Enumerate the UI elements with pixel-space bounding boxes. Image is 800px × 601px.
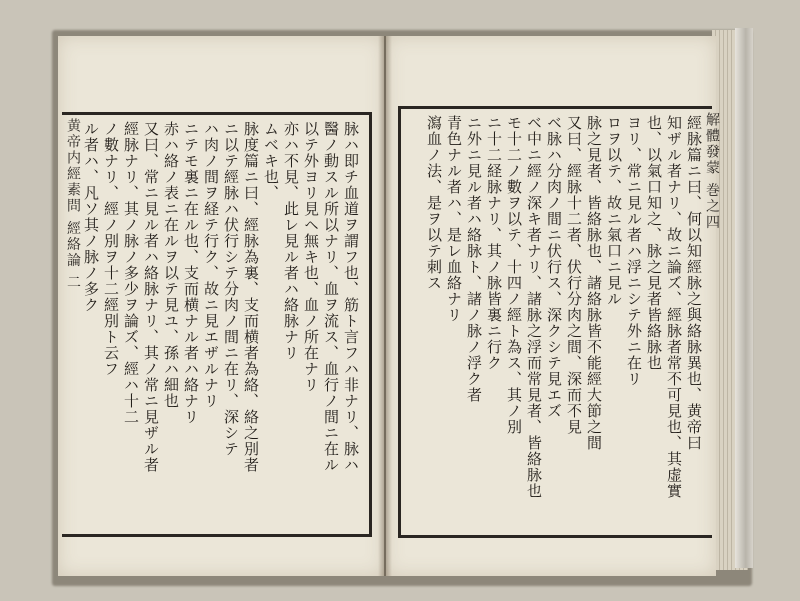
right-text-block — [409, 115, 704, 529]
text-column: 脉之見者、皆絡脉也、諸絡脉皆不能經大節之間 — [585, 115, 603, 451]
book-cover-edge — [735, 28, 753, 568]
text-column: 經脉ナリ、其ノ脉ノ多少ヲ論ズ、經ハ十二 — [122, 121, 140, 425]
text-column: ル者ハ、凡ソ其ノ脉ノ多ク — [82, 121, 100, 313]
text-column: ベ中ニ經ノ深キ者ナリ、諸脉之浮而常見者、皆絡脉也 — [525, 115, 543, 499]
text-column: 經脉篇ニ曰、何以知經脉之與絡脉異也、黄帝曰 — [685, 115, 703, 451]
text-column: 醫ノ動スル所以ナリ、血ヲ流ス、血行ノ間ニ在ル — [322, 121, 340, 473]
text-column: 脉ハ即チ血道ヲ謂フ也、筋ト言フハ非ナリ、脉ハ — [342, 121, 360, 473]
left-text-block — [70, 121, 361, 528]
text-column: ロヲ以テ、故ニ氣口ニ見ル — [605, 115, 623, 307]
text-column: 又曰、常ニ見ル者ハ絡脉ナリ、其ノ常ニ見ザル者 — [142, 121, 160, 473]
right-text-frame — [398, 106, 712, 538]
text-column: ニ以テ經脉ハ伏行シテ分肉ノ間ニ在リ、深シテ — [222, 121, 240, 457]
text-column: 知ザル者ナリ、故ニ論ズ、經脉者常不可見也、其虚實 — [665, 115, 683, 499]
text-column: 又曰、經脉十二者、伏行分肉之間、深而不見 — [565, 115, 583, 435]
text-column: ムベキ也、 — [262, 121, 280, 201]
text-column: モ十二ノ數ヲ以テ、十四ノ經ト為ス、其ノ別 — [505, 115, 523, 435]
text-column: 也、以氣口知之、脉之見者皆絡脉也 — [645, 115, 663, 371]
text-column: ベ脉ハ分肉ノ間ニ伏行ス、深クシテ見エズ — [545, 115, 563, 419]
text-column: ノ數ナリ、經ノ別ヲ十二經別ト云フ — [102, 121, 120, 377]
left-text-frame — [62, 112, 372, 537]
text-column: 瀉血ノ法、是ヲ以テ刺ス — [425, 115, 443, 291]
text-column: ヨリ、常ニ見ル者ハ浮ニシテ外ニ在リ — [625, 115, 643, 387]
text-column: 亦ハ不見、此レ見ル者ハ絡脉ナリ — [282, 121, 300, 361]
book-gutter — [378, 36, 392, 576]
text-column: 脉度篇ニ曰、經脉為裏、支而横者為絡、絡之別者 — [242, 121, 260, 473]
text-column: 青色ナル者ハ、是レ血絡ナリ — [445, 115, 463, 323]
right-margin-title: 解體發蒙 巻之四 — [704, 112, 720, 231]
text-column: 以テ外ヨリ見ヘ無キ也、血ノ所在ナリ — [302, 121, 320, 393]
text-column: ハ肉ノ間ヲ経テ行ク、故ニ見エザルナリ — [202, 121, 220, 409]
text-column: ニ十二経脉ナリ、其ノ脉皆裏ニ行ク — [485, 115, 503, 371]
text-column: ニテモ裏ニ在ル也、支而横ナル者ハ絡ナリ — [182, 121, 200, 425]
text-column: 赤ハ絡ノ表ニ在ルヲ以テ見ユ、孫ハ細也 — [162, 121, 180, 409]
text-column: ニ外ニ見ル者ハ絡脉ト、諸ノ脉ノ浮ク者 — [465, 115, 483, 403]
left-margin-title: 黄帝内經素問 經絡論 二 — [65, 118, 81, 291]
